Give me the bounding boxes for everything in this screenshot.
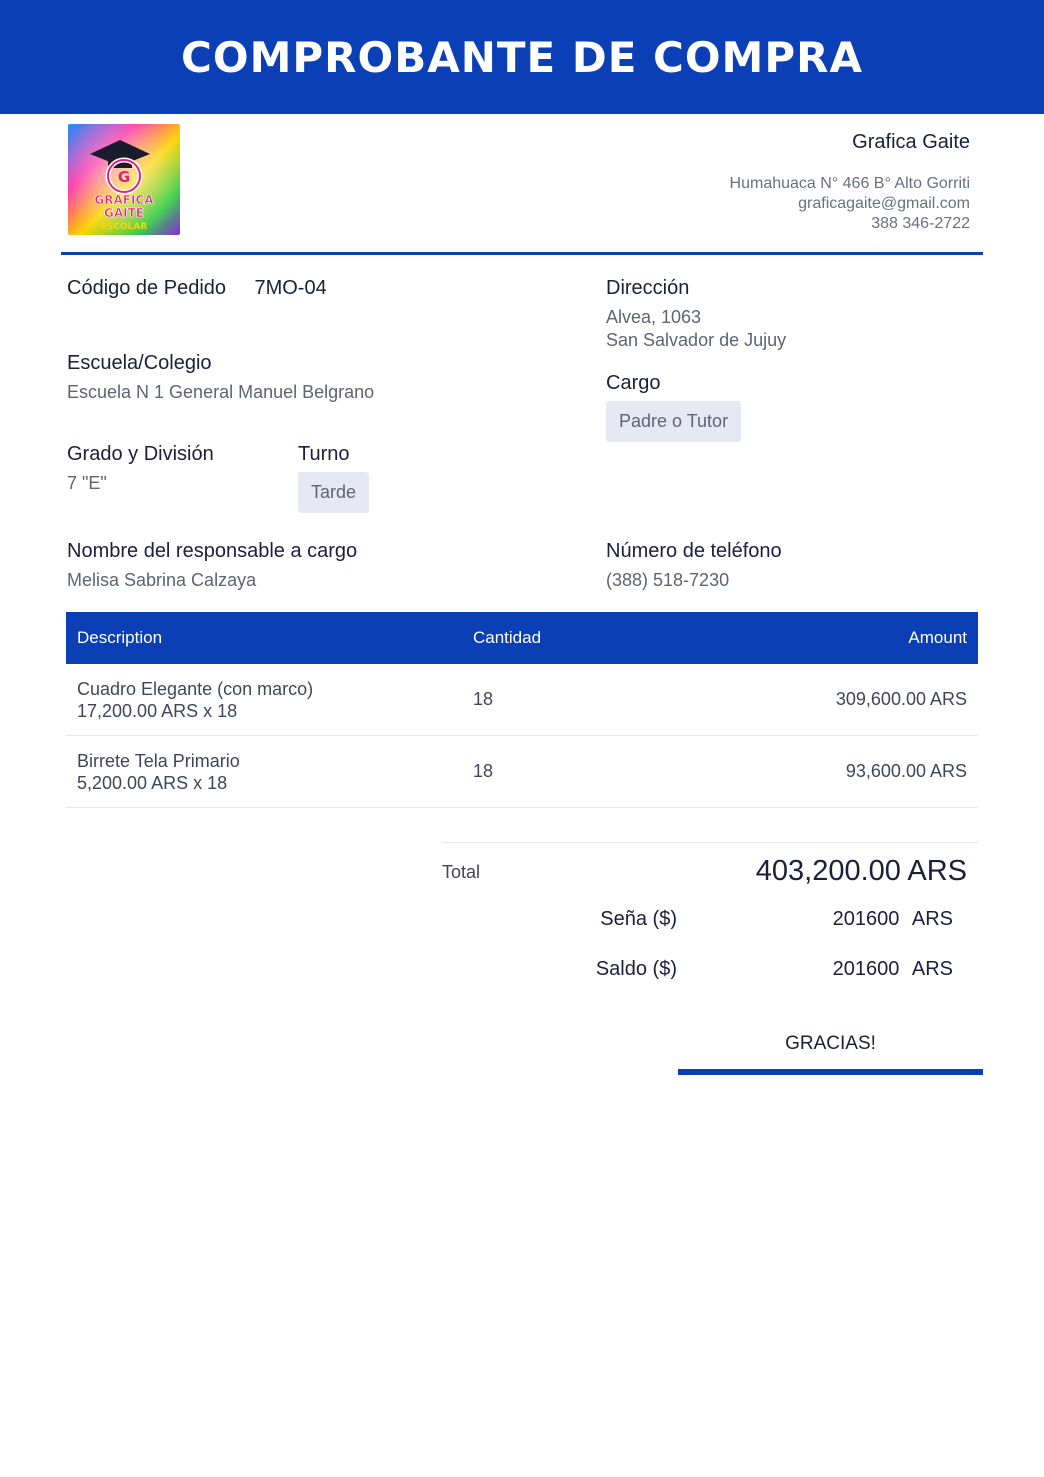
company-address: Humahuaca N° 466 B° Alto Gorriti bbox=[729, 175, 970, 192]
header-divider bbox=[61, 252, 983, 255]
shift-field bbox=[298, 443, 369, 513]
item-name: Cuadro Elegante (con marco) bbox=[77, 678, 314, 699]
item-description bbox=[66, 678, 473, 722]
item-unit-price: 17,200.00 ARS x 18 bbox=[77, 700, 238, 721]
phone-value: (388) 518-7230 bbox=[606, 570, 730, 590]
footer-divider bbox=[678, 1069, 983, 1075]
company-email: graficagaite@gmail.com bbox=[798, 195, 970, 212]
company-phone: 388 346-2722 bbox=[871, 215, 970, 232]
responsible-label: Nombre del responsable a cargo bbox=[67, 540, 358, 562]
role-label: Cargo bbox=[606, 372, 661, 394]
totals-divider bbox=[442, 842, 978, 843]
address-line-1: Alvea, 1063 bbox=[606, 307, 702, 327]
role-chip: Padre o Tutor bbox=[606, 401, 741, 442]
deposit-label: Seña ($) bbox=[600, 908, 677, 930]
table-row bbox=[66, 664, 978, 736]
address-field bbox=[606, 277, 786, 352]
table-row bbox=[66, 736, 978, 808]
item-quantity: 18 bbox=[473, 689, 494, 709]
svg-text:GRAFICA: GRAFICA bbox=[94, 193, 154, 207]
item-name: Birrete Tela Primario bbox=[77, 750, 240, 771]
header-quantity: Cantidad bbox=[473, 628, 542, 647]
balance-label: Saldo ($) bbox=[595, 958, 677, 980]
order-code-label: Código de Pedido bbox=[67, 277, 227, 299]
item-quantity: 18 bbox=[473, 761, 494, 781]
deposit-value: 201600 ARS bbox=[832, 908, 953, 930]
svg-text:GAITE: GAITE bbox=[104, 206, 144, 220]
header-banner bbox=[0, 0, 1044, 114]
page-title: COMPROBANTE DE COMPRA bbox=[181, 32, 863, 82]
header-description: Description bbox=[77, 628, 163, 647]
company-logo bbox=[68, 124, 180, 235]
shift-label: Turno bbox=[298, 443, 350, 465]
items-table bbox=[66, 612, 978, 808]
table-header bbox=[66, 612, 978, 664]
grade-field bbox=[67, 443, 214, 495]
company-name: Grafica Gaite bbox=[852, 131, 970, 153]
grade-label: Grado y División bbox=[67, 443, 214, 465]
total-value: 403,200.00 ARS bbox=[755, 855, 967, 887]
school-field bbox=[67, 352, 374, 404]
item-amount: 309,600.00 ARS bbox=[835, 689, 967, 709]
order-code-value: 7MO-04 bbox=[254, 277, 327, 299]
phone-label: Número de teléfono bbox=[606, 540, 782, 562]
company-info bbox=[730, 131, 970, 234]
order-code-field bbox=[67, 277, 327, 300]
responsible-value: Melisa Sabrina Calzaya bbox=[67, 570, 257, 590]
phone-field bbox=[606, 540, 782, 592]
item-unit-price: 5,200.00 ARS x 18 bbox=[77, 772, 228, 793]
logo-image bbox=[68, 124, 180, 235]
svg-text:ESCOLAR: ESCOLAR bbox=[100, 222, 148, 232]
shift-chip: Tarde bbox=[298, 472, 369, 513]
school-label: Escuela/Colegio bbox=[67, 352, 212, 374]
header-amount: Amount bbox=[908, 628, 967, 647]
school-value: Escuela N 1 General Manuel Belgrano bbox=[67, 382, 375, 402]
balance-value: 201600 ARS bbox=[832, 958, 953, 980]
thanks-message: GRACIAS! bbox=[785, 1033, 876, 1054]
role-field bbox=[606, 372, 741, 442]
svg-text:G: G bbox=[117, 168, 131, 186]
item-amount: 93,600.00 ARS bbox=[845, 761, 967, 781]
grade-value: 7 "E" bbox=[67, 473, 107, 493]
address-label: Dirección bbox=[606, 277, 690, 299]
item-description bbox=[66, 750, 473, 794]
responsible-field bbox=[67, 540, 357, 592]
total-label: Total bbox=[442, 862, 481, 882]
address-line-2: San Salvador de Jujuy bbox=[606, 330, 787, 350]
